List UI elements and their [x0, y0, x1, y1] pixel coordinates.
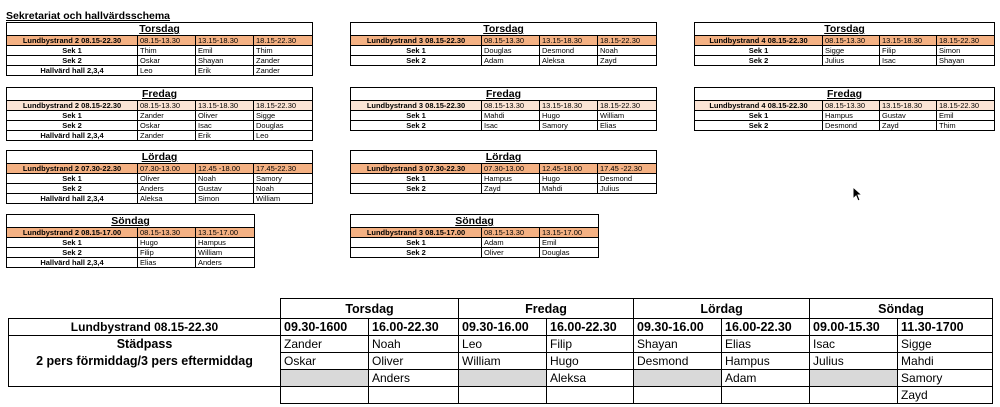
- name-cell: Leo: [138, 66, 196, 76]
- schedule-thursday-lb3: [350, 22, 657, 66]
- day-header: Torsdag: [281, 299, 459, 319]
- empty-slot: [459, 370, 547, 387]
- cleaning-schedule: [8, 298, 993, 404]
- row-label: Hallvärd hall 2,3,4: [7, 194, 138, 204]
- name-cell: Noah: [369, 336, 459, 353]
- name-cell: Noah: [254, 184, 313, 194]
- name-cell: Adam: [482, 238, 540, 248]
- name-cell: Oliver: [482, 248, 540, 258]
- empty-slot: [722, 387, 810, 404]
- name-cell: Emil: [196, 46, 254, 56]
- name-cell: Isac: [482, 121, 540, 131]
- table-row: [351, 238, 599, 248]
- name-cell: Hampus: [482, 174, 540, 184]
- name-cell: Oskar: [138, 121, 196, 131]
- table-row: [7, 258, 255, 268]
- name-cell: Elias: [598, 121, 657, 131]
- name-cell: William: [598, 111, 657, 121]
- row-label: Sek 2: [351, 248, 482, 258]
- schedule-thursday-lb4: [694, 22, 995, 66]
- table-row: [9, 336, 993, 353]
- time-cell: 18.15-22.30: [937, 36, 995, 46]
- name-cell: Desmond: [540, 46, 598, 56]
- empty-slot: [459, 387, 547, 404]
- name-cell: Aleksa: [547, 370, 634, 387]
- row-label: Sek 1: [7, 238, 138, 248]
- name-cell: Gustav: [880, 111, 937, 121]
- time-cell: 17.45 -22.30: [598, 164, 657, 174]
- name-cell: Hugo: [547, 353, 634, 370]
- row-label: Sek 2: [7, 121, 138, 131]
- name-cell: William: [196, 248, 255, 258]
- name-cell: Sigge: [898, 336, 993, 353]
- name-cell: Hugo: [138, 238, 196, 248]
- time-cell: 08.15-13.30: [482, 228, 540, 238]
- location-cell: Lundbystrand 08.15-22.30: [9, 319, 281, 336]
- day-title: Torsdag: [695, 23, 995, 36]
- table-row: [7, 46, 313, 56]
- name-cell: Shayan: [634, 336, 722, 353]
- empty-slot: [547, 387, 634, 404]
- time-cell: 08.15-13.30: [138, 101, 196, 111]
- row-label: Sek 1: [695, 111, 823, 121]
- table-row: [351, 174, 657, 184]
- name-cell: Mahdi: [540, 184, 598, 194]
- schedule-sunday-lb2: [6, 214, 255, 268]
- table-row: [351, 184, 657, 194]
- cleaning-label-subtitle: 2 pers förmiddag/3 pers eftermiddag: [36, 354, 253, 368]
- day-title: Fredag: [351, 88, 657, 101]
- name-cell: Thim: [138, 46, 196, 56]
- location-cell: Lundbystrand 3 08.15-22.30: [351, 36, 482, 46]
- name-cell: Oskar: [281, 353, 369, 370]
- time-cell: 13.15-17.00: [196, 228, 255, 238]
- name-cell: Douglas: [254, 121, 313, 131]
- schedule-friday-lb2: [6, 87, 313, 141]
- name-cell: Julius: [598, 184, 657, 194]
- name-cell: Julius: [823, 56, 880, 66]
- name-cell: Simon: [196, 194, 254, 204]
- location-cell: Lundbystrand 2 07.30-22.30: [7, 164, 138, 174]
- name-cell: Zander: [254, 56, 313, 66]
- row-label: Sek 1: [351, 111, 482, 121]
- location-cell: Lundbystrand 2 08.15-22.30: [7, 101, 138, 111]
- blank-cell: [9, 387, 281, 404]
- empty-slot: [369, 387, 459, 404]
- time-cell: 17.45-22.30: [254, 164, 313, 174]
- name-cell: Sigge: [823, 46, 880, 56]
- day-title: Torsdag: [7, 23, 313, 36]
- name-cell: Hampus: [823, 111, 880, 121]
- name-cell: Filip: [138, 248, 196, 258]
- name-cell: Isac: [880, 56, 937, 66]
- name-cell: Zander: [281, 336, 369, 353]
- name-cell: Mahdi: [482, 111, 540, 121]
- schedule-saturday-lb2: [6, 150, 313, 204]
- row-label: Sek 2: [351, 184, 482, 194]
- schedule-sunday-lb3: [350, 214, 599, 258]
- name-cell: Isac: [810, 336, 898, 353]
- time-cell: 16.00-22.30: [722, 319, 810, 336]
- name-cell: Anders: [369, 370, 459, 387]
- name-cell: Desmond: [823, 121, 880, 131]
- row-label: Hallvärd hall 2,3,4: [7, 258, 138, 268]
- empty-slot: [281, 370, 369, 387]
- name-cell: Shayan: [937, 56, 995, 66]
- schedule-friday-lb3: [350, 87, 657, 131]
- table-row: [351, 56, 657, 66]
- time-cell: 13.15-18.30: [196, 36, 254, 46]
- day-title: Söndag: [7, 215, 255, 228]
- time-cell: 08.15-13.30: [138, 36, 196, 46]
- row-label: Sek 1: [7, 111, 138, 121]
- time-cell: 07.30-13.00: [138, 164, 196, 174]
- name-cell: Mahdi: [898, 353, 993, 370]
- row-label: Sek 2: [351, 56, 482, 66]
- name-cell: Oliver: [138, 174, 196, 184]
- location-cell: Lundbystrand 2 08.15-17.00: [7, 228, 138, 238]
- name-cell: Samory: [254, 174, 313, 184]
- name-cell: Adam: [722, 370, 810, 387]
- name-cell: Samory: [898, 370, 993, 387]
- name-cell: Hampus: [722, 353, 810, 370]
- time-cell: 09.00-15.30: [810, 319, 898, 336]
- name-cell: Erik: [196, 66, 254, 76]
- name-cell: Hugo: [540, 174, 598, 184]
- time-cell: 08.15-13.30: [482, 101, 540, 111]
- name-cell: Julius: [810, 353, 898, 370]
- name-cell: Isac: [196, 121, 254, 131]
- name-cell: Elias: [138, 258, 196, 268]
- table-row: [351, 121, 657, 131]
- time-cell: 18.15-22.30: [598, 101, 657, 111]
- name-cell: Elias: [722, 336, 810, 353]
- empty-slot: [634, 387, 722, 404]
- schedule-friday-lb4: [694, 87, 995, 131]
- blank-corner: [9, 299, 281, 319]
- time-cell: 11.30-1700: [898, 319, 993, 336]
- name-cell: Zayd: [598, 56, 657, 66]
- name-cell: Adam: [482, 56, 540, 66]
- time-cell: 13.15-18.30: [540, 101, 598, 111]
- name-cell: Filip: [547, 336, 634, 353]
- name-cell: Zayd: [482, 184, 540, 194]
- time-cell: 13.15-18.30: [196, 101, 254, 111]
- table-row: [351, 111, 657, 121]
- table-row: [7, 66, 313, 76]
- day-title: Torsdag: [351, 23, 657, 36]
- day-title: Lördag: [7, 151, 313, 164]
- row-label: Sek 2: [695, 121, 823, 131]
- time-cell: 18.15-22.30: [254, 36, 313, 46]
- name-cell: Desmond: [598, 174, 657, 184]
- row-label: Sek 1: [695, 46, 823, 56]
- table-row: [7, 174, 313, 184]
- table-row: [7, 56, 313, 66]
- table-row: [7, 121, 313, 131]
- name-cell: Douglas: [540, 248, 599, 258]
- table-row: [7, 194, 313, 204]
- name-cell: Samory: [540, 121, 598, 131]
- name-cell: Leo: [459, 336, 547, 353]
- name-cell: Emil: [937, 111, 995, 121]
- day-title: Söndag: [351, 215, 599, 228]
- name-cell: Leo: [254, 131, 313, 141]
- row-label: Sek 2: [695, 56, 823, 66]
- name-cell: William: [459, 353, 547, 370]
- row-label: Hallvärd hall 2,3,4: [7, 66, 138, 76]
- empty-slot: [634, 370, 722, 387]
- time-cell: 08.15-13.30: [138, 228, 196, 238]
- table-row: [695, 121, 995, 131]
- time-cell: 08.15-13.30: [823, 36, 880, 46]
- time-cell: 09.30-1600: [281, 319, 369, 336]
- empty-slot: [810, 387, 898, 404]
- table-row: [351, 46, 657, 56]
- name-cell: Shayan: [196, 56, 254, 66]
- table-row: [351, 248, 599, 258]
- table-row: [695, 111, 995, 121]
- location-cell: Lundbystrand 4 08.15-22.30: [695, 101, 823, 111]
- name-cell: Hampus: [196, 238, 255, 248]
- time-cell: 13.15-18.30: [880, 36, 937, 46]
- table-row: [7, 184, 313, 194]
- location-cell: Lundbystrand 3 08.15-22.30: [351, 101, 482, 111]
- name-cell: Filip: [880, 46, 937, 56]
- row-label: Sek 1: [351, 46, 482, 56]
- time-cell: 08.15-13.30: [482, 36, 540, 46]
- empty-slot: [810, 370, 898, 387]
- name-cell: Thim: [254, 46, 313, 56]
- table-row: [7, 111, 313, 121]
- name-cell: Douglas: [482, 46, 540, 56]
- row-label: Sek 2: [351, 121, 482, 131]
- time-cell: 12.45-18.00: [540, 164, 598, 174]
- table-row: [695, 56, 995, 66]
- cleaning-label-title: Städpass: [116, 337, 173, 351]
- time-cell: 12.45 -18.00: [196, 164, 254, 174]
- name-cell: Sigge: [254, 111, 313, 121]
- day-header: Söndag: [810, 299, 993, 319]
- name-cell: Zander: [254, 66, 313, 76]
- name-cell: Erik: [196, 131, 254, 141]
- table-row: [7, 131, 313, 141]
- location-cell: Lundbystrand 2 08.15-22.30: [7, 36, 138, 46]
- empty-slot: [281, 387, 369, 404]
- time-cell: 13.15-18.30: [540, 36, 598, 46]
- name-cell: Zander: [138, 111, 196, 121]
- name-cell: Zayd: [898, 387, 993, 404]
- time-cell: 07.30-13.00: [482, 164, 540, 174]
- row-label: Sek 2: [7, 184, 138, 194]
- location-cell: Lundbystrand 3 07.30-22.30: [351, 164, 482, 174]
- name-cell: Aleksa: [540, 56, 598, 66]
- time-cell: 13.15-17.00: [540, 228, 599, 238]
- row-label: Sek 2: [7, 56, 138, 66]
- day-title: Fredag: [695, 88, 995, 101]
- name-cell: William: [254, 194, 313, 204]
- row-label: Sek 1: [7, 174, 138, 184]
- table-row: [7, 248, 255, 258]
- time-cell: 13.15-18.30: [880, 101, 937, 111]
- name-cell: Simon: [937, 46, 995, 56]
- name-cell: Aleksa: [138, 194, 196, 204]
- mouse-cursor-icon: [852, 186, 862, 202]
- name-cell: Oskar: [138, 56, 196, 66]
- name-cell: Oliver: [196, 111, 254, 121]
- name-cell: Noah: [196, 174, 254, 184]
- time-cell: 08.15-13.30: [823, 101, 880, 111]
- row-label: Hallvärd hall 2,3,4: [7, 131, 138, 141]
- time-cell: 16.00-22.30: [369, 319, 459, 336]
- time-cell: 18.15-22.30: [598, 36, 657, 46]
- time-cell: 09.30-16.00: [459, 319, 547, 336]
- time-cell: 18.15-22.30: [254, 101, 313, 111]
- table-row: [695, 46, 995, 56]
- day-header: Lördag: [634, 299, 810, 319]
- name-cell: Desmond: [634, 353, 722, 370]
- schedule-saturday-lb3: [350, 150, 657, 194]
- name-cell: Zayd: [880, 121, 937, 131]
- row-label: Sek 1: [351, 238, 482, 248]
- time-cell: 09.30-16.00: [634, 319, 722, 336]
- row-label: Sek 1: [7, 46, 138, 56]
- location-cell: Lundbystrand 3 08.15-17.00: [351, 228, 482, 238]
- name-cell: Anders: [138, 184, 196, 194]
- day-title: Lördag: [351, 151, 657, 164]
- page-title: Sekretariat och hallvärdsschema: [6, 10, 171, 22]
- table-row: [7, 238, 255, 248]
- name-cell: Emil: [540, 238, 599, 248]
- name-cell: Zander: [138, 131, 196, 141]
- schedule-thursday-lb2: [6, 22, 313, 76]
- time-cell: 18.15-22.30: [937, 101, 995, 111]
- name-cell: Oliver: [369, 353, 459, 370]
- time-cell: 16.00-22.30: [547, 319, 634, 336]
- location-cell: Lundbystrand 4 08.15-22.30: [695, 36, 823, 46]
- name-cell: Thim: [937, 121, 995, 131]
- cleaning-label: [9, 336, 281, 387]
- day-title: Fredag: [7, 88, 313, 101]
- name-cell: Noah: [598, 46, 657, 56]
- row-label: Sek 2: [7, 248, 138, 258]
- day-header: Fredag: [459, 299, 634, 319]
- row-label: Sek 1: [351, 174, 482, 184]
- name-cell: Anders: [196, 258, 255, 268]
- table-row: [9, 387, 993, 404]
- name-cell: Gustav: [196, 184, 254, 194]
- name-cell: Hugo: [540, 111, 598, 121]
